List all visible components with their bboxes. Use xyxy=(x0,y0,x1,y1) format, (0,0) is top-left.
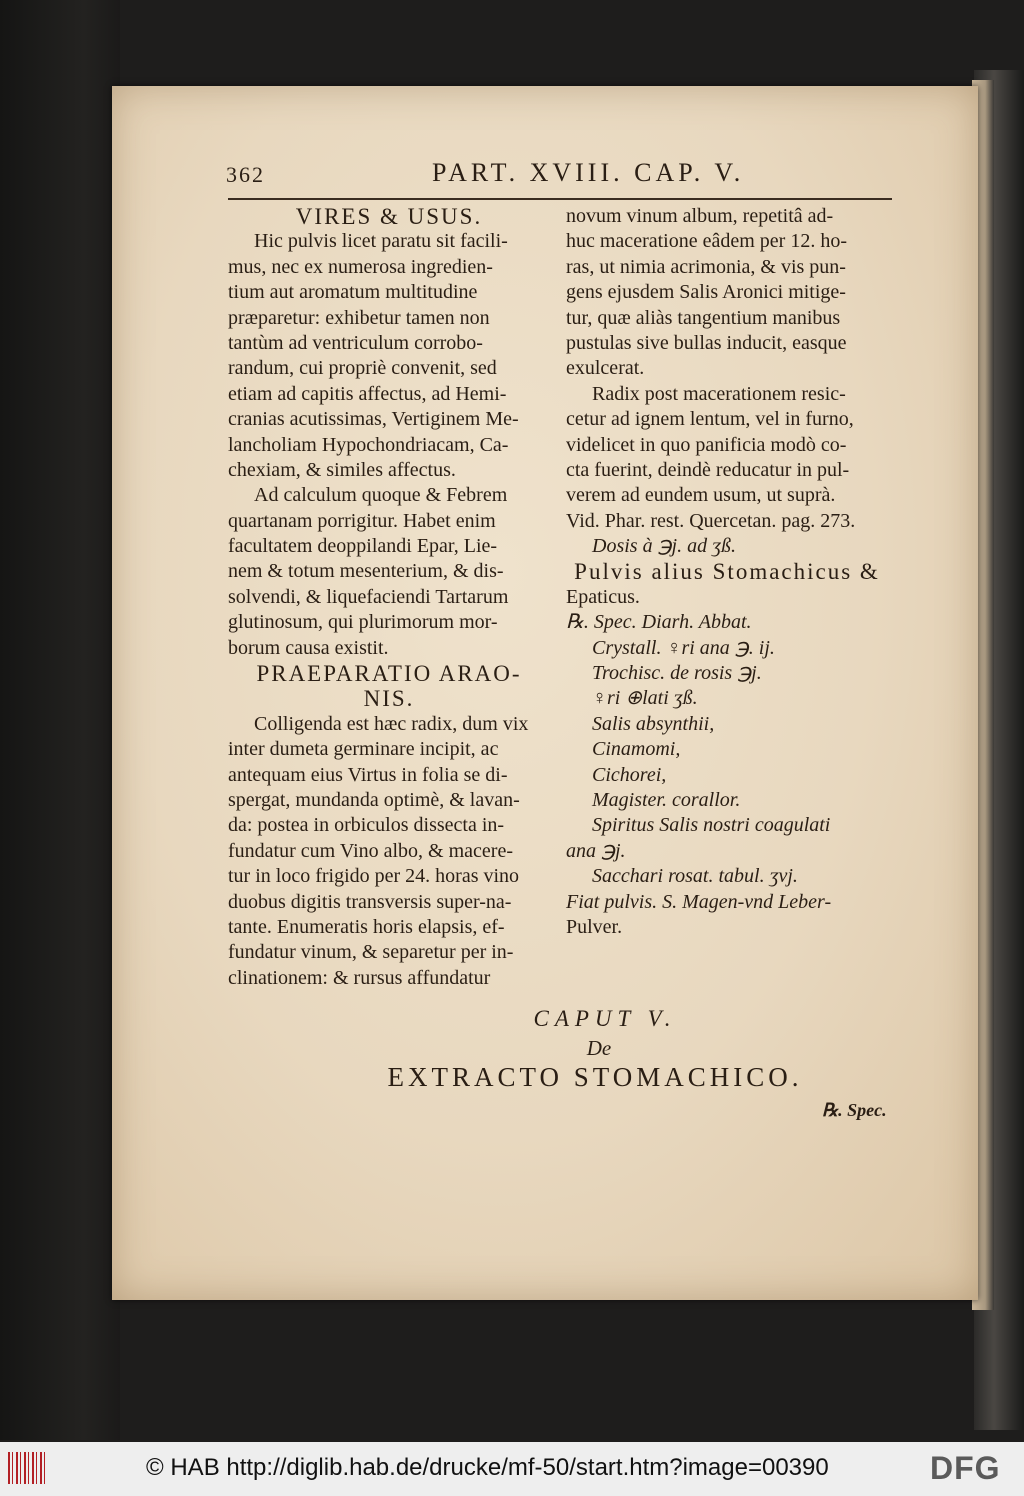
right-column-line: Pulvis alius Stomachicus & xyxy=(574,559,880,585)
catchword: ℞. Spec. xyxy=(822,1100,887,1120)
left-column-line: Hic pulvis licet paratu sit facili- xyxy=(254,230,508,253)
left-column-line: Colligenda est hæc radix, dum vix xyxy=(254,712,529,735)
right-column-line: Radix post macerationem resic- xyxy=(592,382,846,405)
right-column-line: Trochisc. de rosis ℈j. xyxy=(592,662,762,685)
chapter-preposition: De xyxy=(586,1036,612,1060)
right-column-line: tur, quæ aliàs tangentium manibus xyxy=(566,306,841,329)
right-column-line: Cichorei, xyxy=(592,763,667,786)
left-column-line: glutinosum, qui plurimorum mor- xyxy=(228,611,498,634)
left-column-line: spergat, mundanda optimè, & lavan- xyxy=(228,788,520,811)
right-column-line: Spiritus Salis nostri coagulati xyxy=(592,814,831,837)
left-column-line: quartanam porrigitur. Habet enim xyxy=(228,509,496,532)
left-column-line: VIRES & USUS. xyxy=(295,204,483,229)
left-column-line: antequam eius Virtus in folia se di- xyxy=(228,763,508,786)
scan-backdrop-left xyxy=(0,0,120,1440)
left-column-line: NIS. xyxy=(363,686,415,712)
book-page xyxy=(112,86,978,1300)
right-column-line: gens ejusdem Salis Aronici mitige- xyxy=(566,281,846,304)
left-column-line: fundatur cum Vino albo, & macere- xyxy=(228,839,513,862)
running-head-title: PART. XVIII. CAP. V. xyxy=(432,158,745,187)
right-column-line: ana ℈j. xyxy=(566,839,626,862)
right-column-line: Cinamomi, xyxy=(592,738,681,761)
right-column-line: huc maceratione eâdem per 12. ho- xyxy=(566,230,847,253)
left-column-line: fundatur vinum, & separetur per in- xyxy=(228,941,514,964)
right-column-line: Dosis à ℈j. ad ʒß. xyxy=(592,535,736,558)
left-column-line: nem & totum mesenterium, & dis- xyxy=(228,560,504,583)
left-column-line: facultatem deoppilandi Epar, Lie- xyxy=(228,535,498,558)
left-column-line: etiam ad capitis affectus, ad Hemi- xyxy=(228,382,507,405)
left-column-line: tium aut aromatum multitudine xyxy=(228,281,478,304)
right-column-line: cetur ad ignem lentum, vel in furno, xyxy=(566,408,854,431)
left-column-line: solvendi, & liquefaciendi Tartarum xyxy=(228,585,509,608)
left-column-line: chexiam, & similes affectus. xyxy=(228,458,456,481)
right-column-line: Vid. Phar. rest. Quercetan. pag. 273. xyxy=(566,509,856,532)
right-column-line: videlicet in quo panificia modò co- xyxy=(566,433,847,456)
copyright-link[interactable]: © HAB http://diglib.hab.de/drucke/mf-50/start.htm?image=00390 xyxy=(146,1454,829,1481)
left-column-line: clinationem: & rursus affundatur xyxy=(228,966,491,989)
right-column-line: novum vinum album, repetitâ ad- xyxy=(566,205,834,227)
left-column-line: tur in loco frigido per 24. horas vino xyxy=(228,865,520,888)
right-column-line: cta fuerint, deindè reducatur in pul- xyxy=(566,458,850,481)
left-column-line: mus, nec ex numerosa ingredien- xyxy=(228,255,493,278)
left-column-line: præparetur: exhibetur tamen non xyxy=(228,306,490,329)
left-column-line: tantùm ad ventriculum corrobo- xyxy=(228,331,483,354)
right-column-line: Sacchari rosat. tabul. ʒvj. xyxy=(592,865,798,888)
left-column-line: inter dumeta germinare incipit, ac xyxy=(228,738,499,761)
left-column-line: PRAEPARATIO ARAO- xyxy=(256,661,522,687)
left-column-line: cranias acutissimas, Vertiginem Me- xyxy=(228,408,519,431)
left-column-line: duobus digitis transversis super-na- xyxy=(228,890,512,913)
right-column-line: Epaticus. xyxy=(566,585,640,608)
left-column-line: randum, cui propriè convenit, sed xyxy=(228,357,497,380)
barcode-icon xyxy=(8,1452,48,1484)
page-number: 362 xyxy=(226,162,265,187)
dfg-logo: DFG xyxy=(930,1450,1001,1486)
head-rule xyxy=(228,198,892,200)
right-column-line: ras, ut nimia acrimonia, & vis pun- xyxy=(566,255,846,278)
left-column-line: da: postea in orbiculos dissecta in- xyxy=(228,814,505,837)
left-column-line: Ad calculum quoque & Febrem xyxy=(254,484,508,507)
right-column-line: Pulver. xyxy=(566,915,623,938)
right-column-line: verem ad eundem usum, ut suprà. xyxy=(566,484,836,507)
right-column xyxy=(566,204,888,940)
right-column-line: pustulas sive bullas inducit, easque xyxy=(566,331,847,354)
right-column-line: Fiat pulvis. S. Magen-vnd Leber- xyxy=(566,890,832,913)
right-column-line: Crystall. ♀ri ana ℈. ij. xyxy=(592,636,775,659)
chapter-number: CAPUT V. xyxy=(533,1006,677,1031)
left-column-line: borum causa existit. xyxy=(228,636,389,659)
right-column-line: Salis absynthii, xyxy=(592,712,715,735)
left-column-line: tante. Enumeratis horis elapsis, ef- xyxy=(228,915,505,938)
left-column-line: lancholiam Hypochondriacam, Ca- xyxy=(228,433,509,456)
footer-bar xyxy=(0,1442,1024,1496)
right-column-line: exulcerat. xyxy=(566,357,645,380)
right-column-line: ♀ri ⊕lati ʒß. xyxy=(592,687,698,710)
running-head xyxy=(226,158,786,192)
chapter-title: EXTRACTO STOMACHICO. xyxy=(387,1062,803,1092)
left-column xyxy=(228,204,550,991)
right-column-line: Magister. corallor. xyxy=(592,788,741,811)
right-column-line: ℞. Spec. Diarh. Abbat. xyxy=(566,611,752,634)
